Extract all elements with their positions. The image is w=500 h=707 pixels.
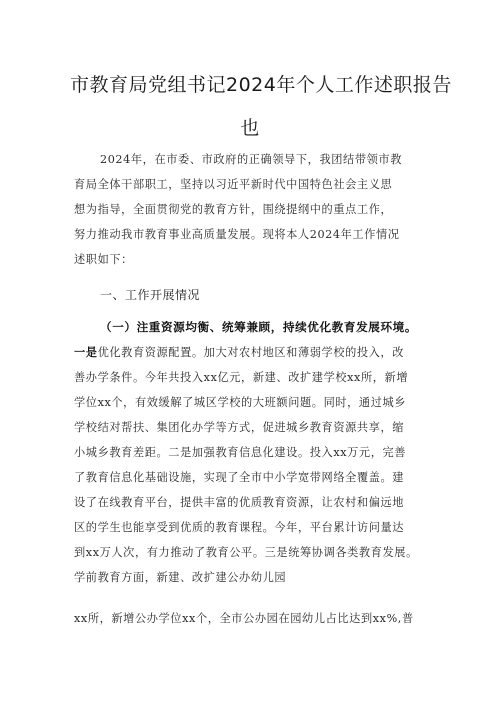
section-heading: 一、工作开展情况 <box>100 288 201 302</box>
intro-line: 努力推动我市教育事业高质量发展。现将本人2024年工作情况 <box>74 228 400 241</box>
intro-line: 2024年，在市委、市政府的正确领导下，我团结带领市教 <box>100 153 402 166</box>
body-line: 区的学生也能享受到优质的教育课程。今年，平台累计访问量达 <box>74 521 405 534</box>
body-line: 善办学条件。今年共投入xx亿元，新建、改扩建学校xx所，新增 <box>74 371 409 384</box>
body-line-continued: xx所，新增公办学位xx个，全市公办园在园幼儿占比达到xx%,普 <box>74 612 414 625</box>
body-line: 设了在线教育平台，提供丰富的优质教育资源，让农村和偏远地 <box>74 496 405 509</box>
intro-line: 育局全体干部职工，坚持以习近平新时代中国特色社会主义思 <box>74 178 393 191</box>
intro-line: 想为指导，全面贯彻党的教育方针，围绕提纲中的重点工作， <box>74 203 393 216</box>
body-line: 学前教育方面，新建、改扩建公办幼儿园 <box>74 571 287 584</box>
body-line: 小城乡教育差距。二是加强教育信息化建设。投入xx万元，完善 <box>74 446 407 459</box>
document-title: 市教育局党组书记2024年个人工作述职报告 <box>70 74 452 96</box>
body-line: 学位xx个，有效缓解了城区学校的大班额问题。同时，通过城乡 <box>74 396 407 409</box>
body-line: 到xx万人次，有力推动了教育公平。三是统筹协调各类教育发展。 <box>74 546 418 559</box>
intro-line: 述职如下： <box>74 253 133 266</box>
body-line-first <box>74 344 404 360</box>
document-title-continuation: 也 <box>240 117 260 139</box>
body-line: 了教育信息化基础设施，实现了全市中小学宽带网络全覆盖。建 <box>74 471 405 484</box>
subsection-heading: （一）注重资源均衡、统筹兼顾，持续优化教育发展环境。 <box>100 320 418 334</box>
body-line: 学校结对帮扶、集团化办学等方式，促进城乡教育资源共享，缩 <box>74 421 405 434</box>
body-line-text: 优化教育资源配置。加大对农村地区和薄弱学校的投入，改 <box>97 346 405 359</box>
bold-lead: 一是 <box>74 345 98 359</box>
